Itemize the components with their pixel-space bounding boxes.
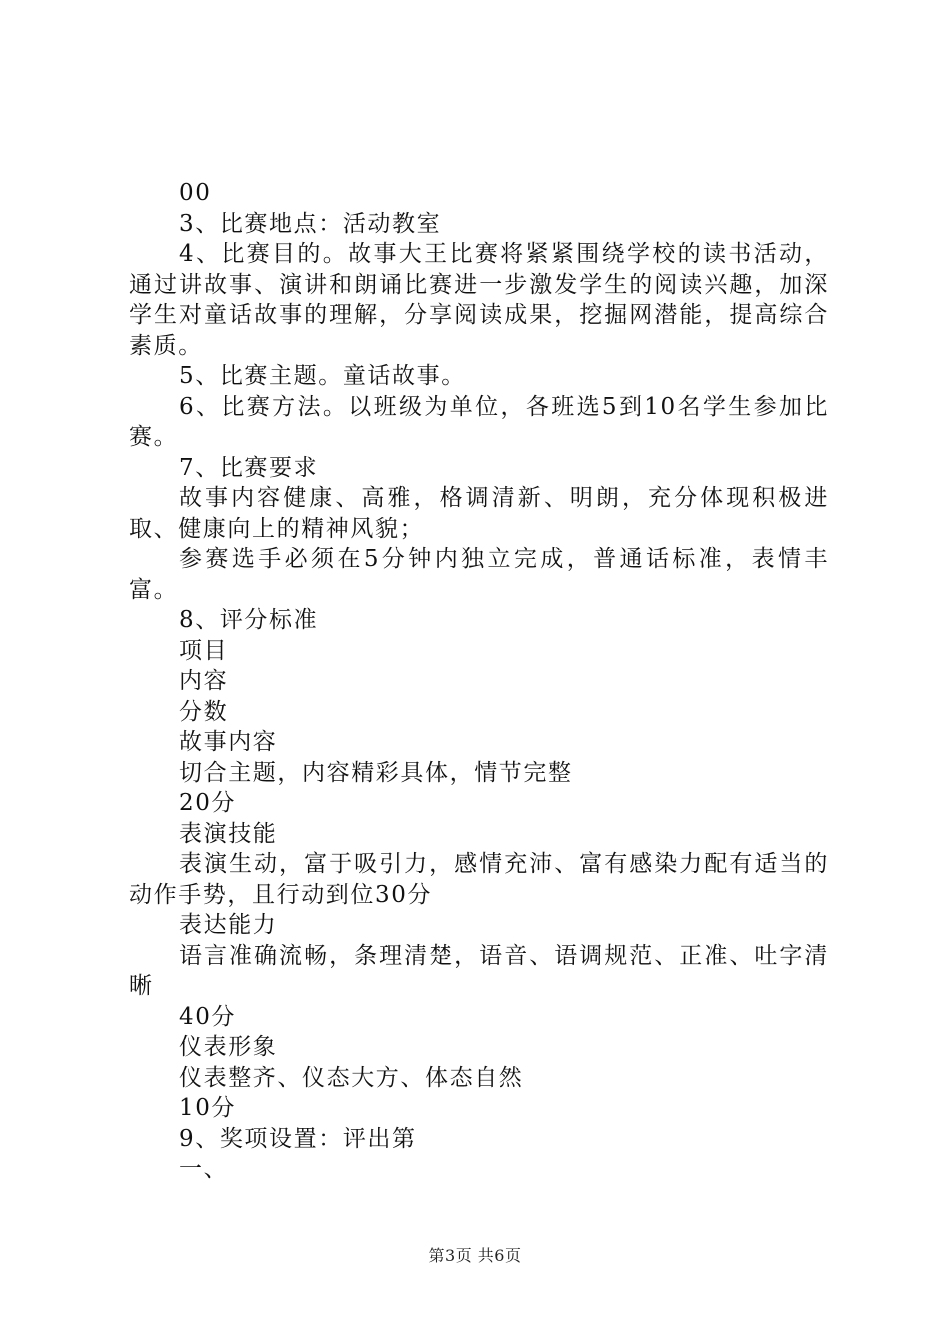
paragraph: 仪表形象 — [179, 1034, 278, 1060]
paragraph: 表演生动，富于吸引力，感情充沛、富有感染力配有适当的动作手势，且行动到位30分 — [129, 851, 829, 908]
paragraph: 故事内容 — [179, 729, 278, 755]
paragraph: 40分 — [179, 1003, 237, 1030]
paragraph: 一、 — [179, 1156, 229, 1182]
paragraph: 表演技能 — [179, 820, 278, 847]
paragraph: 7、比赛要求 — [179, 454, 319, 481]
paragraph: 项目 — [179, 637, 229, 664]
document-body — [129, 178, 829, 1185]
paragraph: 内容 — [179, 668, 229, 694]
paragraph: 00 — [179, 180, 212, 206]
paragraph: 4、比赛目的。故事大王比赛将紧紧围绕学校的读书活动，通过讲故事、演讲和朗诵比赛进一步激发学生的阅读兴趣，加深学生对童话故事的理解，分享阅读成果，挖掘网潜能，提高综合素质。 — [129, 241, 829, 359]
paragraph: 10分 — [179, 1095, 237, 1121]
paragraph: 8、评分标准 — [179, 607, 319, 633]
paragraph: 20分 — [179, 790, 237, 816]
paragraph: 仪表整齐、仪态大方、体态自然 — [179, 1064, 524, 1091]
paragraph: 9、奖项设置：评出第 — [179, 1125, 417, 1152]
paragraph: 6、比赛方法。以班级为单位，各班选5到10名学生参加比赛。 — [129, 393, 829, 450]
paragraph: 语言准确流畅，条理清楚，语音、语调规范、正准、吐字清晰 — [129, 942, 829, 999]
paragraph: 3、比赛地点：活动教室 — [179, 210, 442, 237]
paragraph: 分数 — [179, 698, 229, 725]
page-footer — [0, 1243, 950, 1266]
paragraph: 参赛选手必须在5分钟内独立完成，普通话标准，表情丰富。 — [129, 546, 829, 603]
paragraph: 故事内容健康、高雅，格调清新、明朗，充分体现积极进取、健康向上的精神风貌； — [129, 485, 829, 542]
paragraph: 表达能力 — [179, 912, 278, 938]
paragraph: 切合主题，内容精彩具体，情节完整 — [179, 759, 573, 786]
page-number-label: 第3页 共6页 — [428, 1246, 522, 1265]
paragraph: 5、比赛主题。童话故事。 — [179, 363, 466, 389]
